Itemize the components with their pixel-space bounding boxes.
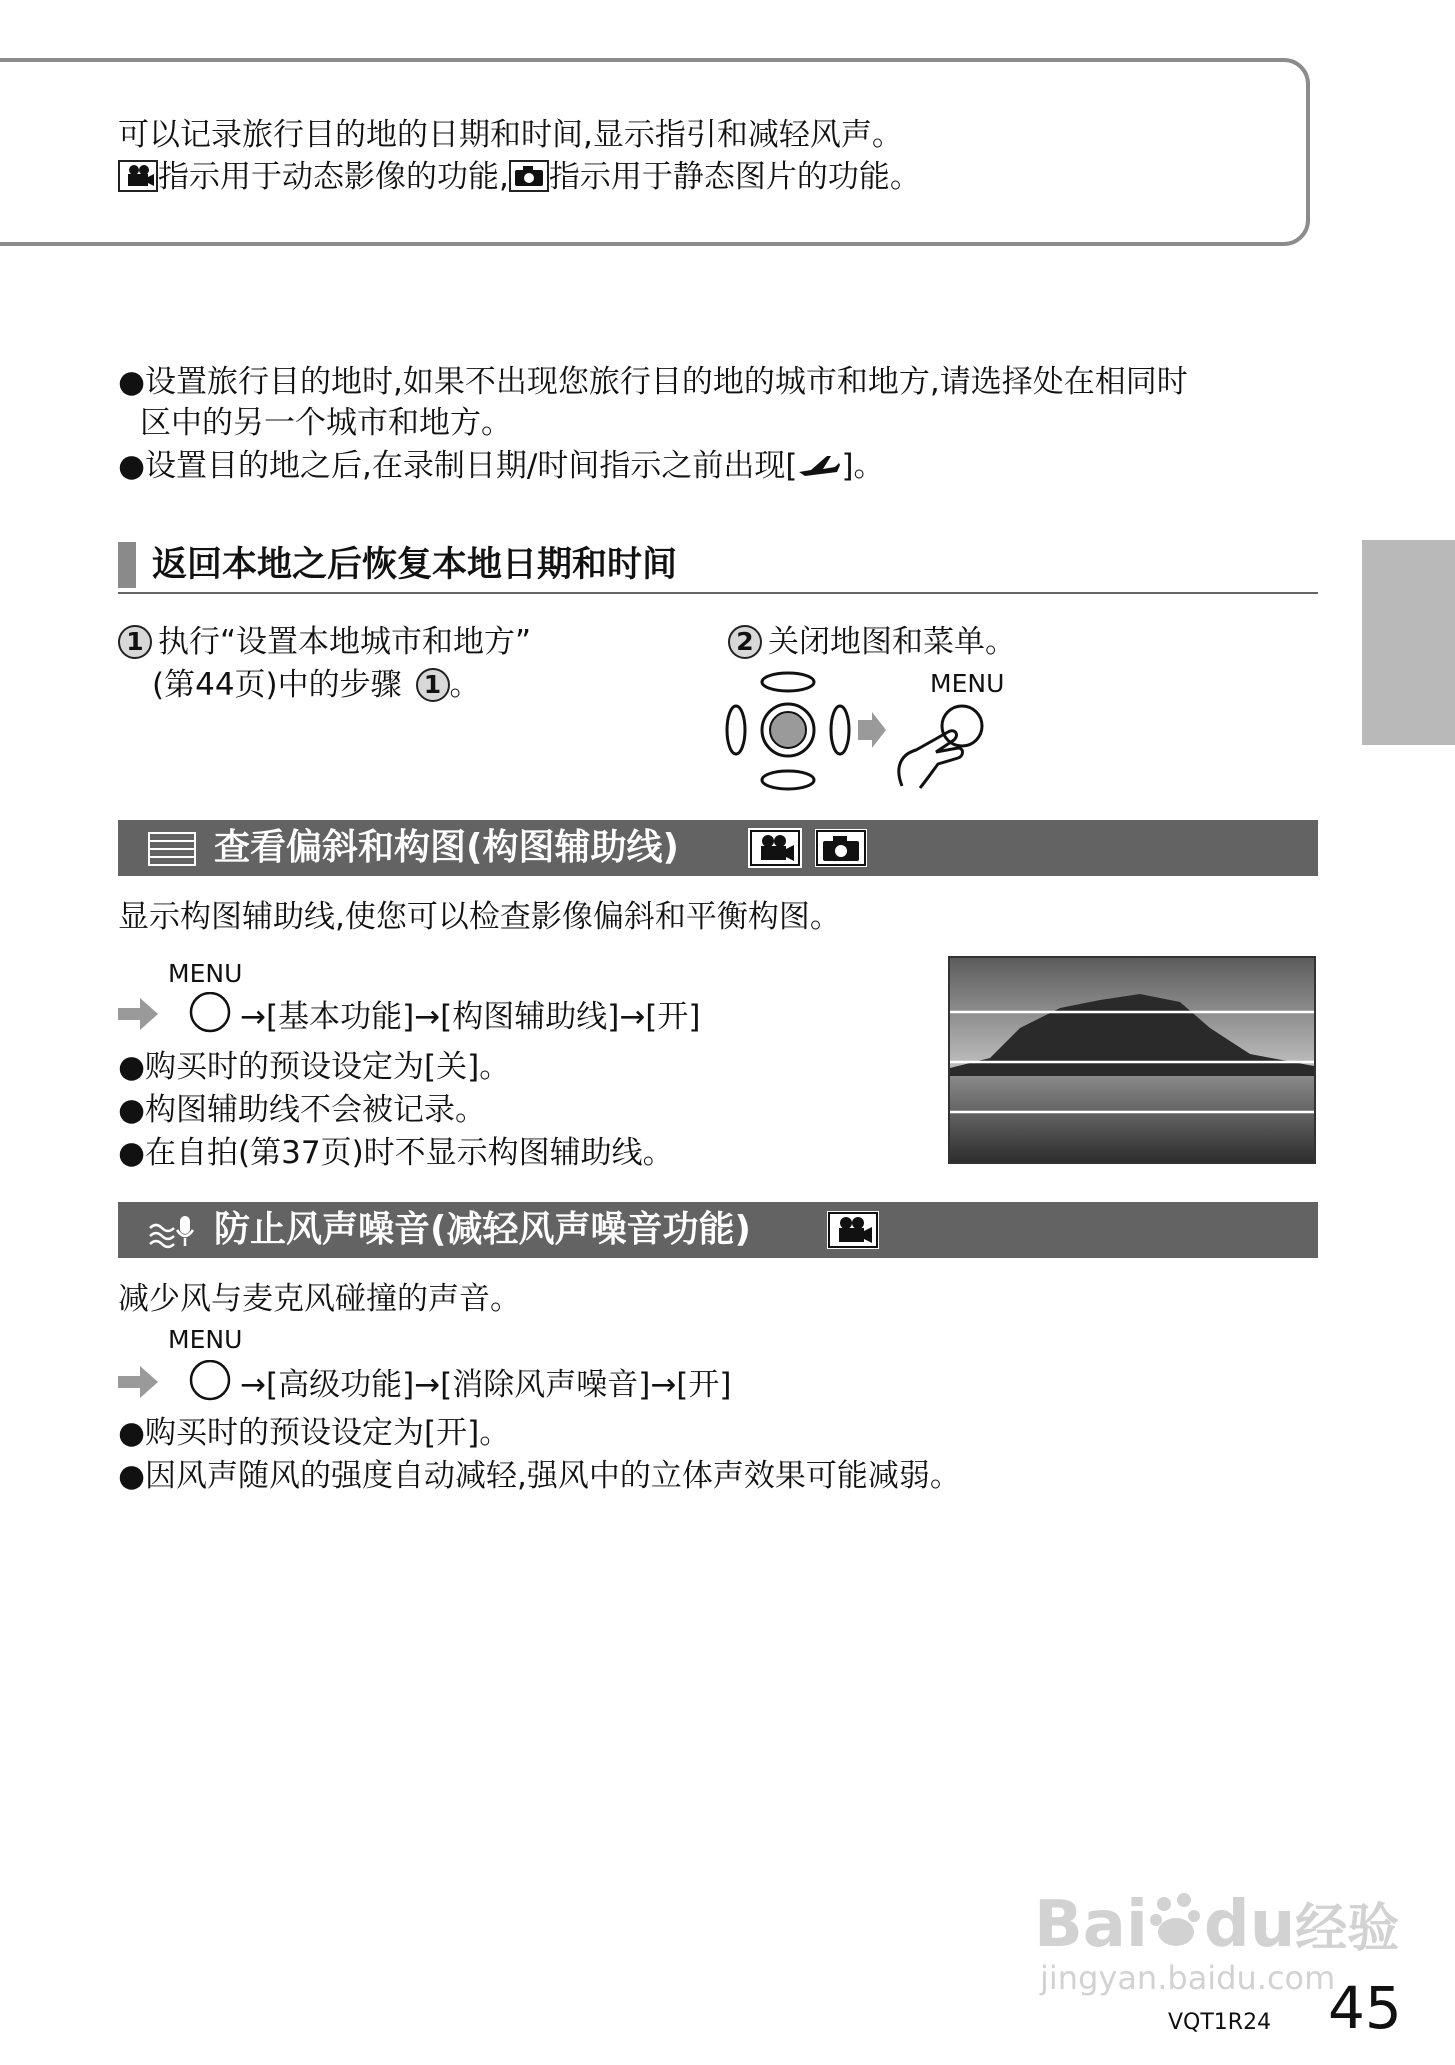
heading-bar [118,542,136,588]
watermark-url: jingyan.baidu.com [1040,1959,1336,1997]
step-2-number: 2 [728,625,762,659]
movie-camera-icon [118,160,158,192]
watermark-brand: Bai [1034,1888,1148,1962]
guide-note-2: ●构图辅助线不会被记录。 [118,1092,487,1128]
guide-menu-button-icon [118,992,242,1036]
wind-note-1: ●购买时的预设设定为[开]。 [118,1415,511,1451]
wind-desc: 减少风与麦克风碰撞的声音。 [118,1281,521,1317]
intro-line-2 [118,156,921,198]
wind-movie-icon [826,1210,880,1250]
note-2-end: ]。 [841,448,885,484]
note-1-line-1: ●设置旅行目的地时,如果不出现您旅行目的地的城市和地方,请选择处在相同时 [118,364,1188,400]
menu-label-restore: MENU [930,669,1005,698]
restore-title: 返回本地之后恢复本地日期和时间 [152,545,678,585]
wind-note-2: ●因风声随风的强度自动减轻,强风中的立体声效果可能减弱。 [118,1458,961,1494]
intro-still-text: 指示用于静态图片的功能。 [548,159,921,195]
guide-desc: 显示构图辅助线,使您可以检查影像偏斜和平衡构图。 [118,899,841,935]
chapter-tab [1362,540,1455,745]
guide-lines-icon [148,832,196,866]
step-1-number: 1 [118,625,152,659]
guide-example-photo [948,956,1316,1164]
footer-code: VQT1R24 [1168,2010,1272,2035]
step-2-text: 关闭地图和菜单。 [768,624,1016,660]
wind-heading-band [118,1202,1318,1258]
guide-note-1: ●购买时的预设设定为[关]。 [118,1049,511,1085]
wind-mic-icon [148,1212,198,1250]
step-1-end: 。 [449,667,481,703]
step-1-line-2 [152,664,481,706]
note-2-text: ●设置目的地之后,在录制日期/时间指示之前出现[ [118,448,798,484]
intro-movie-text: 指示用于动态影像的功能, [158,159,509,195]
wind-menu-button-icon [118,1360,242,1404]
watermark-cn: 经验 [1295,1899,1400,1959]
watermark-paw-icon [1148,1888,1204,1966]
step-1-text: 执行“设置本地城市和地方” [158,624,532,660]
wind-title: 防止风声噪音(减轻风声噪音功能) [214,1209,751,1250]
guide-heading-band [118,820,1318,876]
guide-path: →[基本功能]→[构图辅助线]→[开] [240,999,701,1035]
menu-label-guide: MENU [168,959,243,988]
menu-label-wind: MENU [168,1325,243,1354]
step-2 [728,621,1016,663]
guide-movie-icon [748,828,802,868]
step-1-text-2: (第44页)中的步骤 [152,667,402,703]
note-2 [118,445,885,491]
guide-still-icon [814,828,868,868]
step-ref-number: 1 [416,668,450,702]
page-number: 45 [1328,1974,1402,2042]
step-1-line-1 [118,621,531,663]
airplane-icon [797,449,841,491]
intro-line-1: 可以记录旅行目的地的日期和时间,显示指引和减轻风声。 [118,117,903,153]
restore-heading [118,540,1318,594]
watermark-logo [1034,1888,1399,1966]
guide-note-3: ●在自拍(第37页)时不显示构图辅助线。 [118,1135,674,1171]
still-camera-icon [509,160,549,192]
note-1-line-2: 区中的另一个城市和地方。 [140,405,512,441]
watermark-brand-2: du [1203,1888,1296,1962]
guide-title: 查看偏斜和构图(构图辅助线) [214,827,679,868]
wind-path: →[高级功能]→[消除风声噪音]→[开] [240,1367,732,1403]
